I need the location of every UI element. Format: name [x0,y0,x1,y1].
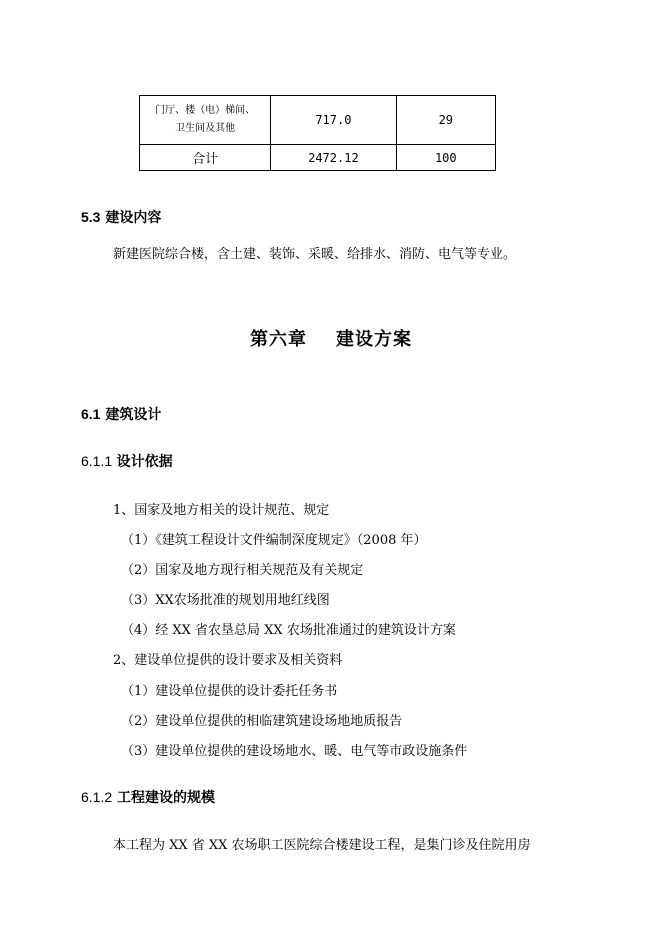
table-row-total [140,145,496,171]
table-cell-area: 2472.12 [271,145,396,171]
chapter-title: 第六章 建设方案 [249,329,413,350]
table-cell-name [140,96,271,145]
list-item: （1）《建筑工程设计文件编制深度规定》（2008 年） [121,533,427,548]
list-item: （3）建设单位提供的建设场地水、暖、电气等市政设施条件 [121,744,468,759]
section-number: 5.3 [81,209,101,225]
table-cell-area: 717.0 [271,96,396,145]
cell-name-line1: 门厅、楼（电）梯间、 [155,105,256,116]
section-heading-6-1-2 [81,787,215,807]
list-item: （2）国家及地方现行相关规范及有关规定 [121,563,364,578]
list-item: （4）经 XX 省农垦总局 XX 农场批准通过的建筑设计方案 [121,623,456,638]
list-item: （2）建设单位提供的相临建筑建设场地地质报告 [121,714,403,729]
section-heading-6-1-1 [81,451,173,471]
section-5-3-body: 新建医院综合楼，含土建、装饰、采暖、给排水、消防、电气等专业。 [113,247,517,262]
table-row [140,96,496,145]
section-number: 6.1 [81,406,101,422]
table-cell-percent: 29 [396,96,495,145]
section-title: 工程建设的规模 [117,790,216,806]
list-item: 2、建设单位提供的设计要求及相关资料 [113,653,343,668]
scale-paragraph: 本工程为 XX 省 XX 农场职工医院综合楼建设工程，是集门诊及住院用房 [113,838,531,853]
cell-name-line2: 卫生间及其他 [175,123,236,134]
list-item: （1）建设单位提供的设计委托任务书 [121,684,338,699]
section-heading-5-3 [81,207,161,227]
section-number: 6.1.1 [81,453,113,469]
section-title: 设计依据 [116,454,173,470]
area-table [139,95,496,171]
section-title: 建筑设计 [105,407,162,423]
table-cell-percent: 100 [396,145,495,171]
section-heading-6-1 [81,404,161,424]
list-item: 1、国家及地方相关的设计规范、规定 [113,503,330,518]
section-number: 6.1.2 [81,789,113,805]
table-cell-name: 合计 [140,145,271,171]
list-item: （3）XX农场批准的规划用地红线图 [121,593,330,608]
section-title: 建设内容 [105,210,162,226]
